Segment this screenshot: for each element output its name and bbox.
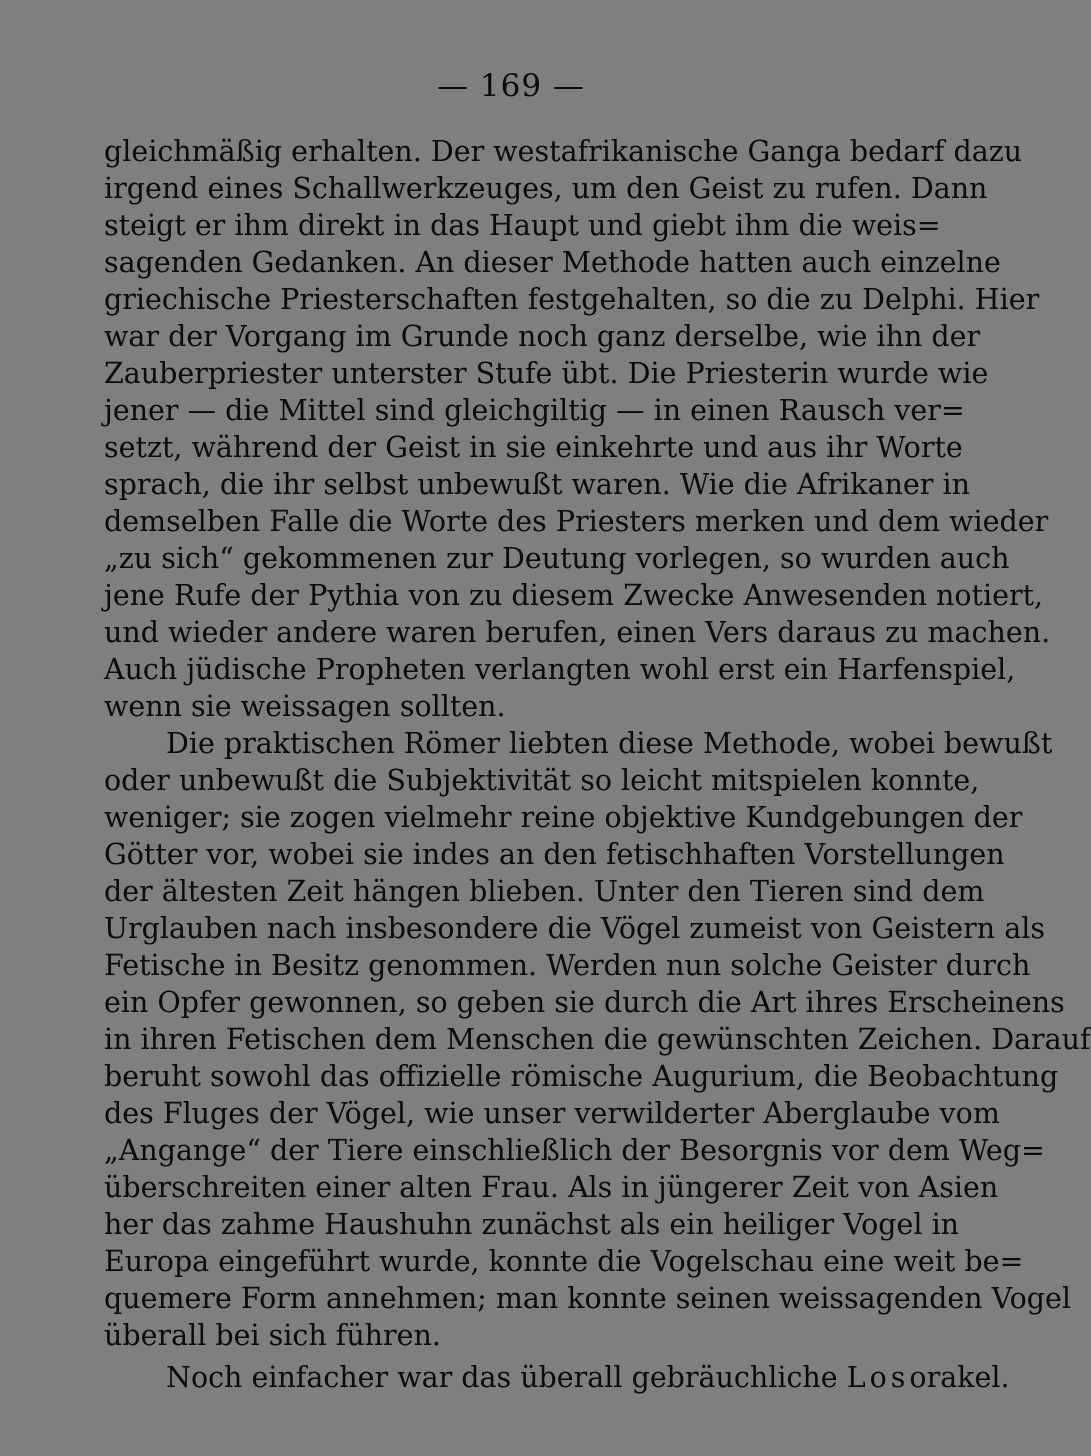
text-line: weniger; sie zogen vielmehr reine objektive Kundgebungen der <box>104 801 1023 834</box>
text-line: Zauberpriester unterster Stufe übt. Die Priesterin wurde wie <box>104 357 989 390</box>
text-line: ein Opfer gewonnen, so geben sie durch die Art ihres Erscheinens <box>104 986 1065 1019</box>
text-line: des Fluges der Vögel, wie unser verwilderter Aberglaube vom <box>104 1097 1000 1130</box>
text-line: griechische Priesterschaften festgehalten, so die zu Delphi. Hier <box>104 283 1040 316</box>
text-line: sagenden Gedanken. An dieser Methode hatten auch einzelne <box>104 246 1001 279</box>
text-line <box>166 1360 1010 1396</box>
text-line: setzt, während der Geist in sie einkehrte und aus ihr Worte <box>104 431 963 464</box>
text-line: oder unbewußt die Subjektivität so leicht mitspielen konnte, <box>104 764 980 797</box>
text-line: in ihren Fetischen dem Menschen die gewünschten Zeichen. Darauf <box>104 1023 1091 1056</box>
text-line: Europa eingeführt wurde, konnte die Vogelschau eine weit be= <box>104 1245 1024 1278</box>
text-line-tail: orakel. <box>909 1361 1010 1394</box>
text-line: überall bei sich führen. <box>104 1319 441 1352</box>
text-line: der ältesten Zeit hängen blieben. Unter den Tieren sind dem <box>104 875 985 908</box>
text-line: wenn sie weissagen sollten. <box>104 690 506 723</box>
emphasized-word: Los <box>846 1361 910 1394</box>
text-line: Fetische in Besitz genommen. Werden nun solche Geister durch <box>104 949 1031 982</box>
text-line: „zu sich“ gekommenen zur Deutung vorlegen, so wurden auch <box>104 542 1010 575</box>
text-line: jener — die Mittel sind gleichgiltig — in einen Rausch ver= <box>104 394 965 427</box>
text-line: „Angange“ der Tiere einschließlich der Besorgnis vor dem Weg= <box>104 1134 1045 1167</box>
text-line-lead: Noch einfacher war das überall gebräuchliche <box>166 1361 838 1394</box>
text-line: beruht sowohl das offizielle römische Augurium, die Beobachtung <box>104 1060 1059 1093</box>
text-line: gleichmäßig erhalten. Der westafrikanische Ganga bedarf dazu <box>104 135 1023 168</box>
text-line: irgend eines Schallwerkzeuges, um den Geist zu rufen. Dann <box>104 172 988 205</box>
text-line: war der Vorgang im Grunde noch ganz derselbe, wie ihn der <box>104 320 981 353</box>
text-line: überschreiten einer alten Frau. Als in jüngerer Zeit von Asien <box>104 1171 999 1204</box>
text-line: Götter vor, wobei sie indes an den fetischhaften Vorstellungen <box>104 838 1005 871</box>
text-line: und wieder andere waren berufen, einen Vers daraus zu machen. <box>104 616 1051 649</box>
text-line: Auch jüdische Propheten verlangten wohl erst ein Harfenspiel, <box>104 653 1016 686</box>
text-line: sprach, die ihr selbst unbewußt waren. Wie die Afrikaner in <box>104 468 970 501</box>
page-number: — 169 — <box>437 68 585 104</box>
text-line: demselben Falle die Worte des Priesters merken und dem wieder <box>104 505 1049 538</box>
text-line: jene Rufe der Pythia von zu diesem Zwecke Anwesenden notiert, <box>104 579 1044 612</box>
text-line: steigt er ihm direkt in das Haupt und giebt ihm die weis= <box>104 209 941 242</box>
text-line: Die praktischen Römer liebten diese Methode, wobei bewußt <box>166 727 1053 760</box>
text-line: quemere Form annehmen; man konnte seinen weissagenden Vogel <box>104 1282 1071 1315</box>
text-line: her das zahme Haushuhn zunächst als ein heiliger Vogel in <box>104 1208 960 1241</box>
text-line: Urglauben nach insbesondere die Vögel zumeist von Geistern als <box>104 912 1045 945</box>
